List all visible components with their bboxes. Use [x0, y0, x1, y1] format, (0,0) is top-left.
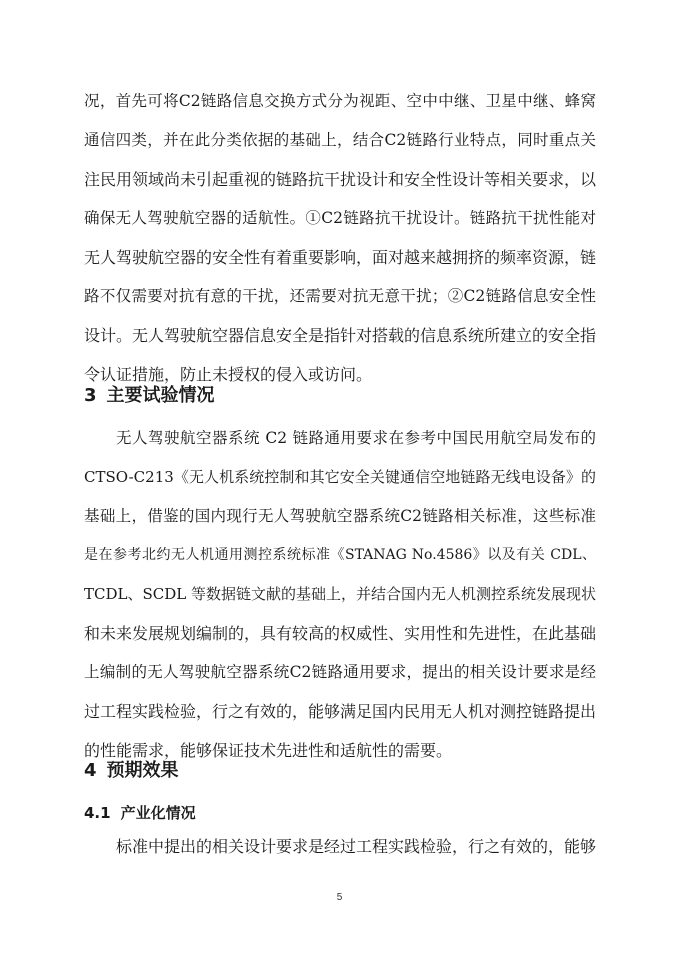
section-title: 产业化情况	[120, 804, 196, 822]
page-number: 5	[336, 892, 343, 903]
paragraph-line: 无人驾驶航空器系统 C2 链路通用要求在参考中国民用航空局发布的	[116, 429, 596, 447]
paragraph-line: 的性能需求，能够保证技术先进性和适航性的需要。	[84, 741, 453, 760]
paragraph-line: 基础上，借鉴的国内现行无人驾驶航空器系统C2链路相关标准，这些标准	[84, 507, 596, 525]
intro-paragraph	[84, 82, 596, 394]
paragraph-line: 无人驾驶航空器的安全性有着重要影响，面对越来越拥挤的频率资源，链	[84, 248, 596, 267]
paragraph-line: 注民用领域尚未引起重视的链路抗干扰设计和安全性设计等相关要求，以	[84, 170, 596, 189]
section-title: 主要试验情况	[106, 385, 215, 406]
paragraph-line: 通信四类，并在此分类依据的基础上，结合C2链路行业特点，同时重点关	[84, 131, 596, 149]
paragraph-line: TCDL、SCDL 等数据链文献的基础上，并结合国内无人机测控系统发展现状	[84, 585, 596, 603]
paragraph-line: 标准中提出的相关设计要求是经过工程实践检验，行之有效的，能够	[116, 837, 596, 856]
section-heading-4	[84, 756, 179, 782]
paragraph-line: 上编制的无人驾驶航空器系统C2链路通用要求，提出的相关设计要求是经	[84, 663, 596, 681]
section-number: 3	[84, 385, 97, 406]
paragraph-line: 是在参考北约无人机通用测控系统标准《STANAG No.4586》以及有关 CDL、	[84, 547, 596, 563]
section-title: 预期效果	[106, 760, 179, 781]
paragraph-line: 况，首先可将C2链路信息交换方式分为视距、空中中继、卫星中继、蜂窝	[84, 92, 596, 110]
section-number: 4.1	[84, 804, 111, 822]
paragraph-line: 确保无人驾驶航空器的适航性。①C2链路抗干扰设计。链路抗干扰性能对	[84, 209, 596, 227]
paragraph-line: 和未来发展规划编制的，具有较高的权威性、实用性和先进性，在此基础	[84, 624, 596, 643]
section-3-paragraph	[84, 419, 596, 770]
section-heading-3	[84, 381, 215, 407]
paragraph-line: 过工程实践检验，行之有效的，能够满足国内民用无人机对测控链路提出	[84, 702, 596, 721]
paragraph-line: 设计。无人驾驶航空器信息安全是指针对搭载的信息系统所建立的安全指	[84, 326, 596, 345]
paragraph-line: 令认证措施，防止未授权的侵入或访问。	[84, 365, 373, 384]
paragraph-line: CTSO-C213《无人机系统控制和其它安全关键通信空地链路无线电设备》的	[84, 468, 596, 486]
section-number: 4	[84, 760, 97, 781]
paragraph-line: 路不仅需要对抗有意的干扰，还需要对抗无意干扰；②C2链路信息安全性	[84, 287, 596, 305]
section-4-1-paragraph	[84, 827, 596, 866]
section-heading-4-1	[84, 802, 196, 823]
